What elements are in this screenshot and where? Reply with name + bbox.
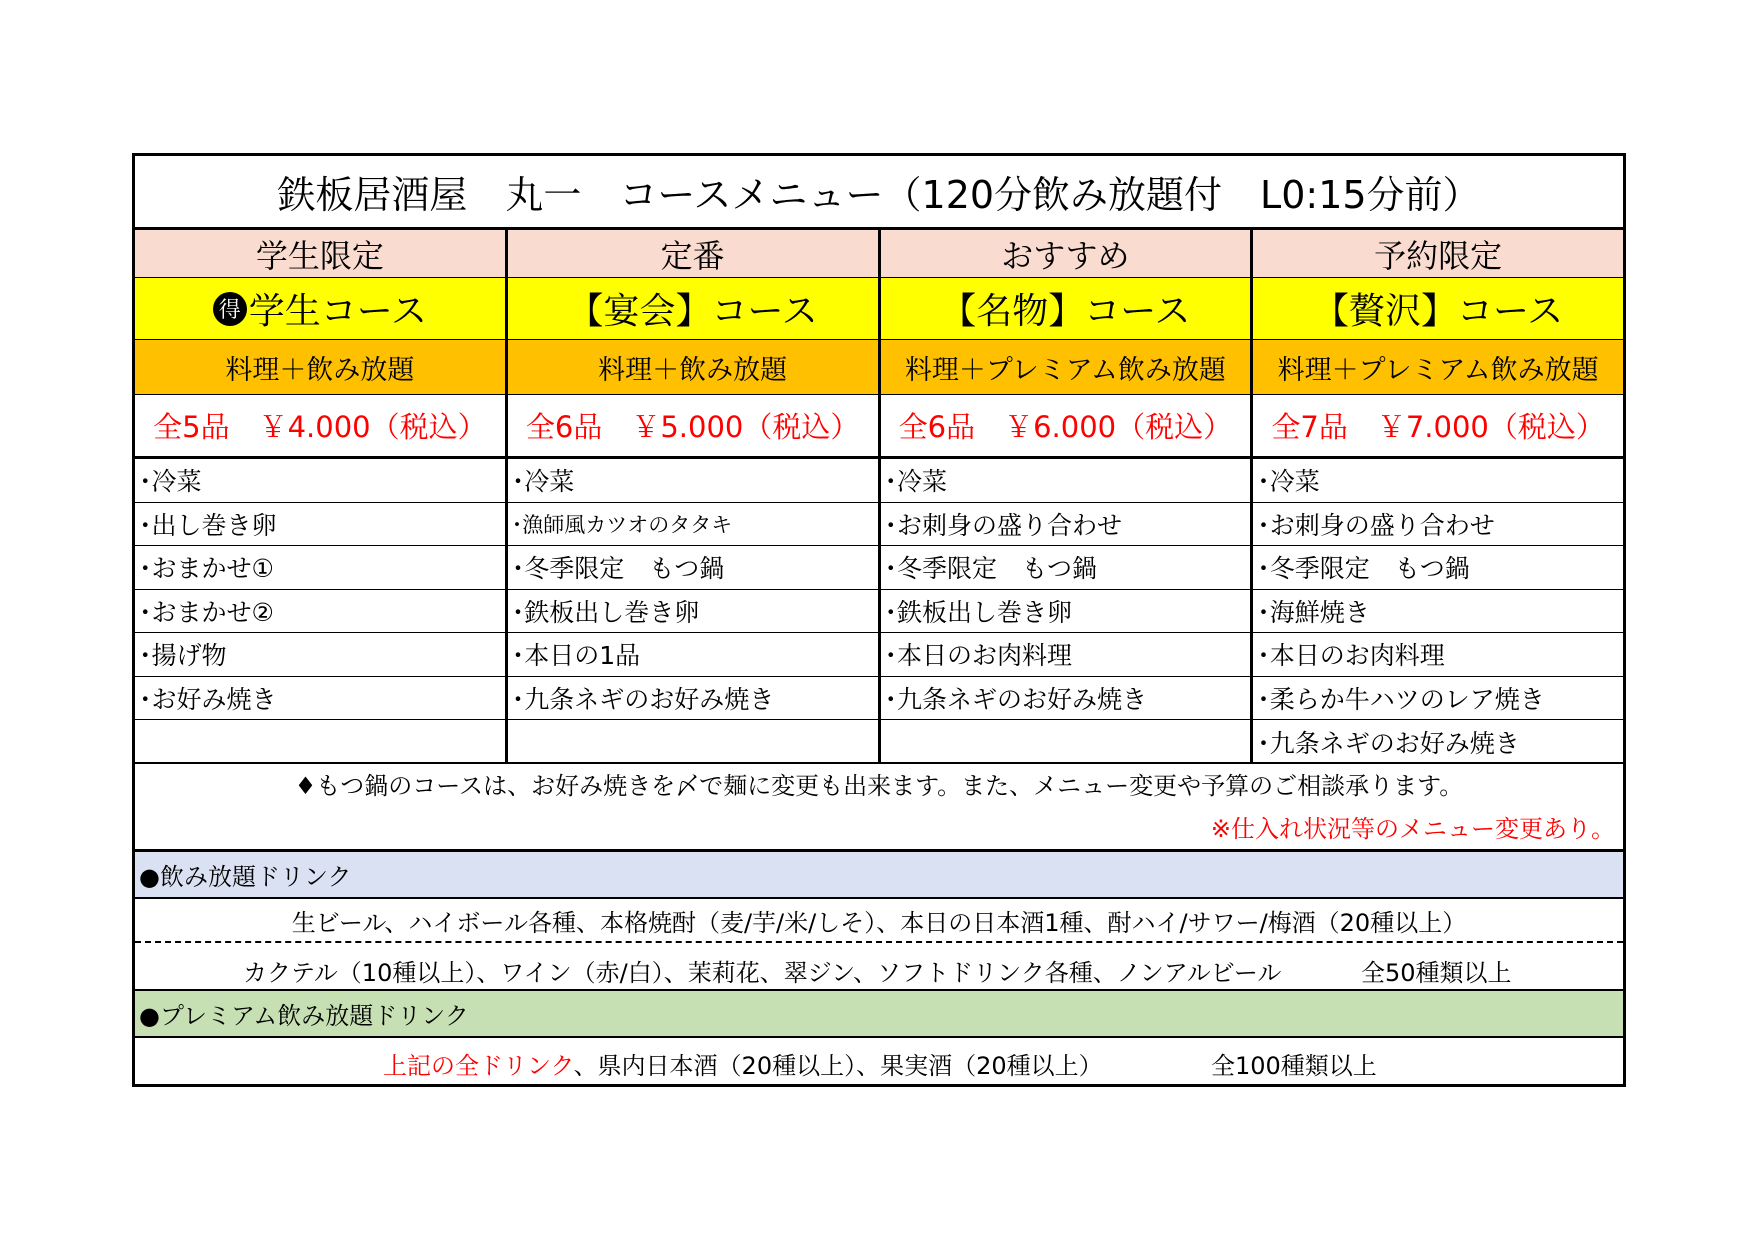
list-item: ･九条ネギのお好み焼き xyxy=(881,677,1251,721)
dish-list-student xyxy=(135,459,508,762)
course-menu-table xyxy=(132,153,1626,1087)
toku-badge-icon: 得 xyxy=(213,292,247,326)
course-name-label: 学生コース xyxy=(248,291,427,332)
list-item: ･海鮮焼き xyxy=(1253,590,1623,634)
list-item: ･鉄板出し巻き卵 xyxy=(508,590,878,634)
menu-change-warning: ※仕入れ状況等のメニュー変更あり。 xyxy=(1210,815,1615,843)
list-item: ･出し巻き卵 xyxy=(135,503,505,547)
list-item: ･漁師風カツオのタタキ xyxy=(508,503,878,547)
list-item: ･九条ネギのお好み焼き xyxy=(1257,728,1520,758)
premium-all-drinks-label: 上記の全ドリンク xyxy=(383,1052,574,1080)
course-name-row xyxy=(135,278,1623,340)
course-name-specialty: 【名物】コース xyxy=(881,278,1254,339)
list-item: ･冷菜 xyxy=(135,459,505,503)
list-item: ･冬季限定 もつ鍋 xyxy=(881,546,1251,590)
dish-list-banquet xyxy=(508,459,881,762)
list-item: ･冷菜 xyxy=(1253,459,1623,503)
list-item: ･お刺身の盛り合わせ xyxy=(881,503,1251,547)
premium-drinks-total: 全100種類以上 xyxy=(1211,1052,1377,1080)
course-name-banquet: 【宴会】コース xyxy=(508,278,881,339)
category-standard: 定番 xyxy=(508,230,881,277)
list-item: ･本日の1品 xyxy=(508,633,878,677)
course-name-luxury: 【贅沢】コース xyxy=(1313,291,1564,332)
standard-drinks-line-1: 生ビール、ハイボール各種、本格焼酎（麦/芋/米/しそ）、本日の日本酒1種、酎ハイ/サワー/梅酒（20種以上） xyxy=(135,899,1623,943)
course-note: ♦もつ鍋のコースは、お好み焼きを〆で麺に変更も出来ます。また、メニュー変更や予算のご相談承ります。 xyxy=(294,772,1464,800)
list-item xyxy=(508,720,878,764)
standard-drinks-line-2 xyxy=(135,943,1623,991)
category-student: 学生限定 xyxy=(135,230,508,277)
plan-specialty: 料理＋プレミアム飲み放題 xyxy=(881,340,1254,394)
plan-banquet: 料理＋飲み放題 xyxy=(508,340,881,394)
price-row xyxy=(135,395,1623,459)
list-item: ･柔らか牛ハツのレア焼き xyxy=(1253,677,1623,721)
course-name-student xyxy=(135,278,508,339)
standard-drinks-heading: ●飲み放題ドリンク xyxy=(135,852,1623,899)
category-reservation: 予約限定 xyxy=(1374,236,1503,275)
premium-drinks-line xyxy=(135,1038,1623,1084)
list-item: ･おまかせ② xyxy=(135,590,505,634)
list-item: ･揚げ物 xyxy=(135,633,505,677)
list-item: ･冷菜 xyxy=(508,459,878,503)
list-item: ･本日のお肉料理 xyxy=(881,633,1251,677)
list-item: ･冷菜 xyxy=(881,459,1251,503)
dish-list-specialty xyxy=(881,459,1254,762)
price-luxury: 全7品 ￥7.000（税込） xyxy=(1271,410,1605,444)
price-banquet: 全6品 ￥5.000（税込） xyxy=(508,395,881,456)
menu-title: 鉄板居酒屋 丸一 コースメニュー（120分飲み放題付 L0:15分前） xyxy=(135,156,1623,230)
standard-drinks-list: カクテル（10種以上）、ワイン（赤/白）、茉莉花、翠ジン、ソフトドリンク各種、ノンアルビール xyxy=(243,959,1282,987)
list-item xyxy=(881,720,1251,764)
premium-drinks-extra: 、県内日本酒（20種以上）、果実酒（20種以上） xyxy=(573,1052,1103,1080)
dish-list-row xyxy=(135,459,1623,764)
plan-student: 料理＋飲み放題 xyxy=(135,340,508,394)
category-recommended: おすすめ xyxy=(881,230,1254,277)
dish-list-luxury xyxy=(1253,459,1623,762)
category-row xyxy=(135,230,1623,278)
standard-drinks-total: 全50種類以上 xyxy=(1361,959,1512,987)
plan-luxury: 料理＋プレミアム飲み放題 xyxy=(1277,354,1599,386)
plan-row xyxy=(135,340,1623,395)
list-item: ･鉄板出し巻き卵 xyxy=(881,590,1251,634)
price-specialty: 全6品 ￥6.000（税込） xyxy=(881,395,1254,456)
list-item: ･九条ネギのお好み焼き xyxy=(508,677,878,721)
notes-section xyxy=(135,764,1623,852)
list-item: ･お刺身の盛り合わせ xyxy=(1253,503,1623,547)
premium-drinks-heading: ●プレミアム飲み放題ドリンク xyxy=(135,991,1623,1038)
premium-drinks-list xyxy=(383,1046,1103,1081)
list-item: ･お好み焼き xyxy=(135,677,505,721)
price-student: 全5品 ￥4.000（税込） xyxy=(135,395,508,456)
list-item: ･冬季限定 もつ鍋 xyxy=(1253,546,1623,590)
list-item xyxy=(135,720,505,764)
list-item: ･本日のお肉料理 xyxy=(1253,633,1623,677)
list-item: ･冬季限定 もつ鍋 xyxy=(508,546,878,590)
list-item: ･おまかせ① xyxy=(135,546,505,590)
